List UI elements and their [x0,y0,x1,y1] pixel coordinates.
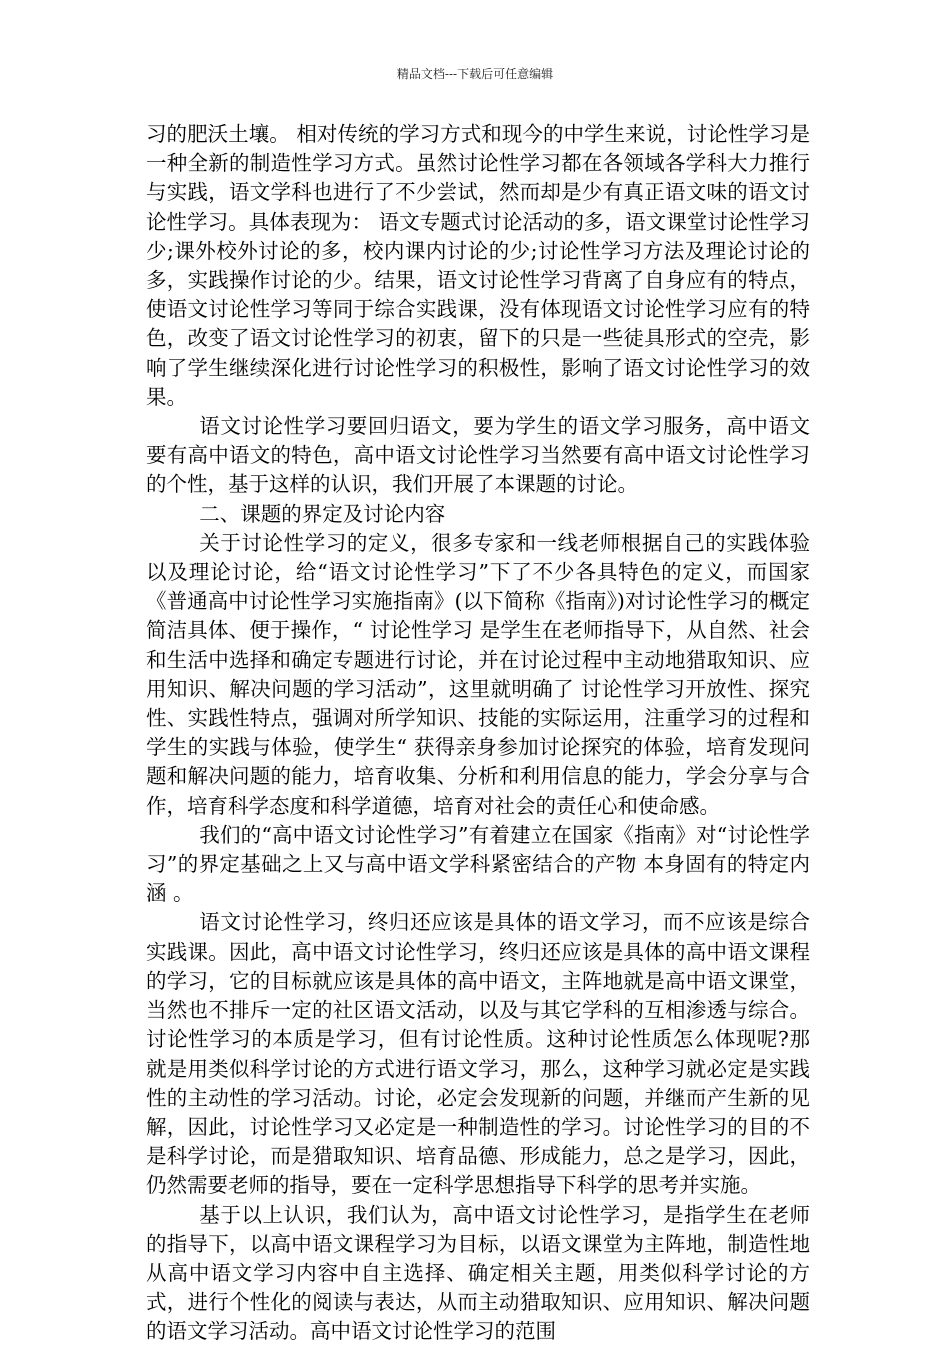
paragraph-1: 习的肥沃土壤。 相对传统的学习方式和现今的中学生来说，讨论性学习是一种全新的制造性学习方式。虽然讨论性学习都在各领域各学科大力推行与实践，语文学科也进行了不少尝试，然而却是少有真正语文味的语文讨论性学习。具体表现为： 语文专题式讨论活动的多，语文课堂讨论性学习少;课外校外讨论的多，校内课内讨论的少;讨论性学习方法及理论讨论的多，实践操作讨论的少。结果，语文讨论性学习背离了自身应有的特点，使语文讨论性学习等同于综合实践课，没有体现语文讨论性学习应有的特色，改变了语文讨论性学习的初衷，留下的只是一些徒具形式的空壳，影响了学生继续深化进行讨论性学习的积极性，影响了语文讨论性学习的效果。 [146,122,810,409]
paragraph-4: 我们的“高中语文讨论性学习”有着建立在国家《指南》对“讨论性学习”的界定基础之上又与高中语文学科紧密结合的产物 本身固有的特定内涵 。 [146,822,810,906]
paragraph-3: 关于讨论性学习的定义，很多专家和一线老师根据自己的实践体验以及理论讨论，给“语文讨论性学习”下了不少各具特色的定义，而国家《普通高中讨论性学习实施指南》(以下简称《指南》)对讨论性学习的概定简洁具体、便于操作，“ 讨论性学习 是学生在老师指导下，从自然、社会和生活中选择和确定专题进行讨论，并在讨论过程中主动地猎取知识、应用知识、解决问题的学习活动”，这里就明确了 讨论性学习开放性、探究性、实践性特点，强调对所学知识、技能的实际运用，注重学习的过程和学生的实践与体验，使学生“ 获得亲身参加讨论探究的体验，培育发现问题和解决问题的能力，培育收集、分析和利用信息的能力，学会分享与合作，培育科学态度和科学道德，培育对社会的责任心和使命感。 [146,530,810,818]
paragraph-2: 语文讨论性学习要回归语文，要为学生的语文学习服务，高中语文要有高中语文的特色，高中语文讨论性学习当然要有高中语文讨论性学习的个性，基于这样的认识，我们开展了本课题的讨论。 [146,414,810,497]
paragraph-5: 语文讨论性学习，终归还应该是具体的语文学习，而不应该是综合实践课。因此，高中语文讨论性学习，终归还应该是具体的高中语文课程的学习，它的目标就应该是具体的高中语文，主阵地就是高中语文课堂，当然也不排斥一定的社区语文活动，以及与其它学科的互相渗透与综合。讨论性学习的本质是学习，但有讨论性质。这种讨论性质怎么体现呢?那就是用类似科学讨论的方式进行语文学习，那么，这种学习就必定是实践性的主动性的学习活动。讨论，必定会发现新的问题，并继而产生新的见解，因此，讨论性学习又必定是一种制造性的学习。讨论性学习的目的不是科学讨论，而是猎取知识、培育品德、形成能力，总之是学习，因此，仍然需要老师的指导，要在一定科学思想指导下科学的思考并实施。 [146,910,810,1198]
section-heading: 二、课题的界定及讨论内容 [199,501,446,526]
document-body [146,120,810,1347]
page-header: 精品文档---下载后可任意编辑 [396,67,554,81]
paragraph-6: 基于以上认识，我们认为，高中语文讨论性学习，是指学生在老师的指导下，以高中语文课程学习为目标，以语文课堂为主阵地，制造性地从高中语文学习内容中自主选择、确定相关主题，用类似科学讨论的方式，进行个性化的阅读与表达，从而主动猎取知识、应用知识、解决问题的语文学习活动。高中语文讨论性学习的范围 [146,1202,810,1344]
